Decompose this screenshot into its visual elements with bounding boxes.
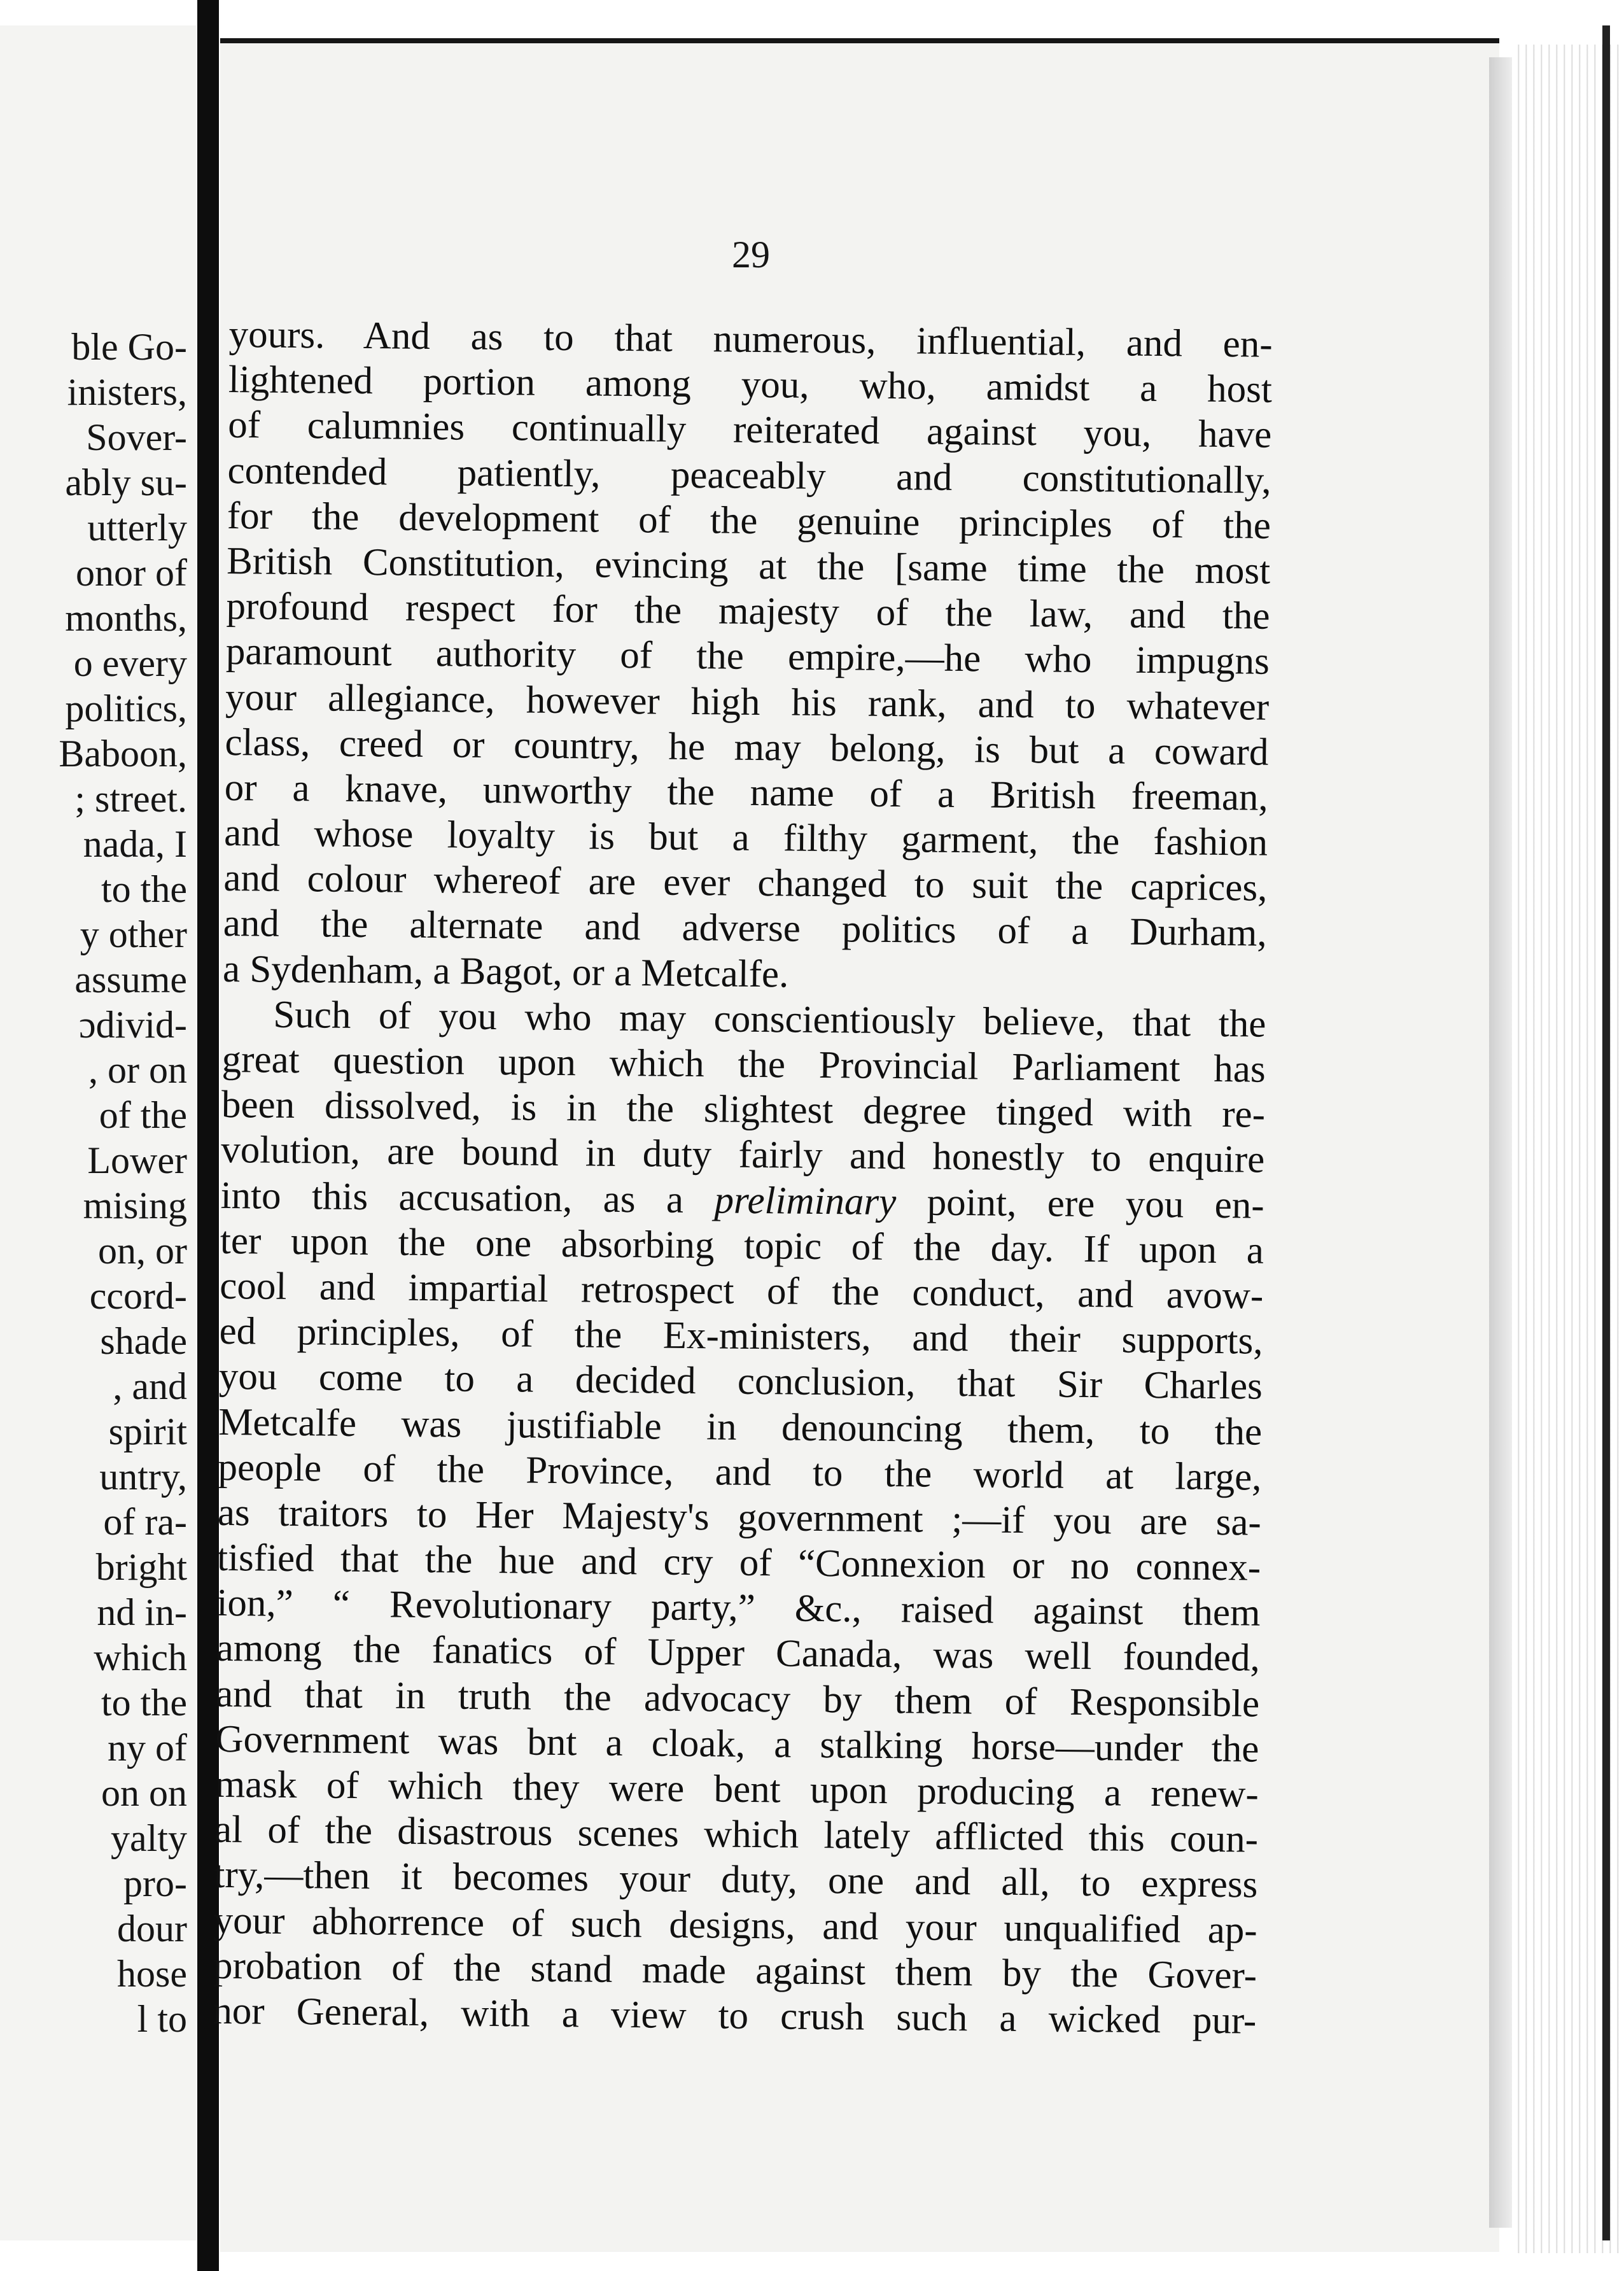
left-line: mising bbox=[83, 1185, 187, 1227]
left-line: ; street. bbox=[74, 778, 187, 820]
left-line: , and bbox=[113, 1365, 187, 1407]
page-edge-border bbox=[1602, 25, 1610, 2240]
left-line: assume bbox=[74, 959, 187, 1001]
text-line: profound respect for the majesty of the law, and the bbox=[226, 585, 1270, 638]
left-line: utterly bbox=[87, 507, 187, 549]
left-line: Baboon, bbox=[59, 733, 187, 775]
left-line: to the bbox=[101, 1682, 187, 1724]
text-line: your abhorrence of such designs, and your unqualified ap- bbox=[213, 1899, 1257, 1952]
text-line: for the development of the genuine principles of the bbox=[227, 494, 1271, 547]
left-line: dour bbox=[117, 1908, 187, 1950]
left-line: Lower bbox=[87, 1139, 187, 1181]
text-line: a Sydenham, a Bagot, or a Metcalfe. bbox=[222, 947, 789, 996]
left-line: y other bbox=[80, 913, 187, 955]
text-line: of calumnies continually reiterated against you, have bbox=[227, 404, 1272, 457]
text-line: as traitors to Her Majesty's government ;—if you are sa- bbox=[217, 1491, 1262, 1544]
text-line: cool and impartial retrospect of the conduct, and avow- bbox=[219, 1264, 1264, 1318]
text-line: try,—then it becomes your duty, one and all, to express bbox=[214, 1853, 1258, 1907]
left-line: ɔdivid- bbox=[79, 1004, 187, 1046]
left-line: untry, bbox=[99, 1456, 187, 1498]
text-line: British Constitution, evincing at the [same time the most bbox=[226, 539, 1271, 593]
text-line: Metcalfe was justifiable in denouncing them, to the bbox=[218, 1400, 1263, 1454]
text-line: volution, are bound in duty fairly and honestly to enquire bbox=[221, 1128, 1265, 1182]
text-line: and colour whereof are ever changed to suit the caprices, bbox=[223, 857, 1268, 910]
left-line: politics, bbox=[65, 687, 187, 729]
left-line: l to bbox=[137, 1998, 187, 2040]
text-line: yours. And as to that numerous, influential, and en- bbox=[228, 313, 1273, 366]
text-line: lightened portion among you, who, amidst a host bbox=[228, 358, 1273, 411]
text-line: great question upon which the Provincial Parliament has bbox=[221, 1037, 1266, 1091]
body-text bbox=[213, 312, 1273, 2044]
italic-word: preliminary bbox=[714, 1178, 897, 1223]
text-line: paramount authority of the empire,—he who impugns bbox=[225, 630, 1270, 684]
text-line: your allegiance, however high his rank, and to whatever bbox=[225, 675, 1270, 729]
left-line: nada, I bbox=[83, 823, 187, 865]
text-line: ion,” “ Revolutionary party,” &c., raised against them bbox=[216, 1582, 1261, 1635]
page-number: 29 bbox=[732, 234, 770, 276]
left-line: of the bbox=[99, 1094, 187, 1136]
text-line: Government was bnt a cloak, a stalking horse—under the bbox=[215, 1717, 1259, 1771]
left-line: o every bbox=[73, 642, 187, 684]
text-line: nor General, with a view to crush such a wicked pur- bbox=[213, 1989, 1257, 2042]
text-line: contended patiently, peaceably and constitutionally, bbox=[227, 449, 1271, 502]
text-line: or a knave, unworthy the name of a British freeman, bbox=[224, 766, 1269, 819]
text-line: among the fanatics of Upper Canada, was well founded, bbox=[216, 1627, 1261, 1680]
left-line: , or on bbox=[88, 1049, 187, 1091]
left-line: ably su- bbox=[65, 461, 187, 503]
left-line: shade bbox=[100, 1320, 187, 1362]
left-line: Sover- bbox=[86, 416, 187, 458]
page-curl-shadow bbox=[1489, 57, 1512, 2228]
left-line: to the bbox=[101, 868, 187, 910]
left-line: on, or bbox=[98, 1230, 187, 1272]
text-line: and whose loyalty is but a filthy garment, the fashion bbox=[223, 812, 1268, 864]
paragraph-start-line: Such of you who may conscientiously believe, that the bbox=[273, 993, 1266, 1046]
text-line: and that in truth the advocacy by them of Responsible bbox=[215, 1672, 1260, 1726]
left-line: bright bbox=[95, 1546, 187, 1588]
text-line: tisfied that the hue and cry of “Connexion or no connex- bbox=[216, 1536, 1261, 1589]
text-line: been dissolved, is in the slightest degree tinged with re- bbox=[221, 1083, 1266, 1136]
left-line: ny of bbox=[108, 1727, 187, 1769]
text-line: and the alternate and adverse politics of a Durham, bbox=[223, 902, 1268, 955]
text-line: you come to a decided conclusion, that Sir Charles bbox=[218, 1355, 1263, 1408]
left-line: nd in- bbox=[97, 1591, 187, 1633]
text-line: class, creed or country, he may belong, is but a coward bbox=[225, 721, 1269, 774]
text-line: people of the Province, and to the world at large, bbox=[218, 1445, 1262, 1499]
text-line: mask of which they were bent upon producing a renew- bbox=[214, 1762, 1259, 1816]
text-line: ed principles, of the Ex-ministers, and their supports, bbox=[219, 1310, 1263, 1363]
text-segment: into this accusation, as a bbox=[220, 1174, 715, 1221]
left-line: which bbox=[94, 1636, 187, 1678]
left-line: hose bbox=[117, 1953, 187, 1995]
previous-page-fragment bbox=[0, 25, 196, 2240]
left-line: yalty bbox=[111, 1817, 187, 1859]
left-line: of ra- bbox=[103, 1501, 187, 1543]
left-line: ble Go- bbox=[71, 326, 187, 368]
left-line: months, bbox=[65, 597, 187, 639]
left-line: ccord- bbox=[89, 1275, 187, 1317]
text-line: probation of the stand made against them by the Gover- bbox=[213, 1944, 1257, 1997]
left-line: on on bbox=[101, 1772, 187, 1814]
left-line: pro- bbox=[123, 1862, 187, 1904]
text-line: ter upon the one absorbing topic of the day. If upon a bbox=[220, 1219, 1264, 1272]
left-line: onor of bbox=[76, 552, 187, 594]
text-segment: point, ere you en- bbox=[895, 1180, 1264, 1227]
left-line: spirit bbox=[108, 1410, 187, 1452]
left-line: inisters, bbox=[67, 371, 187, 413]
text-line: al of the disastrous scenes which lately afflicted this coun- bbox=[214, 1808, 1259, 1861]
